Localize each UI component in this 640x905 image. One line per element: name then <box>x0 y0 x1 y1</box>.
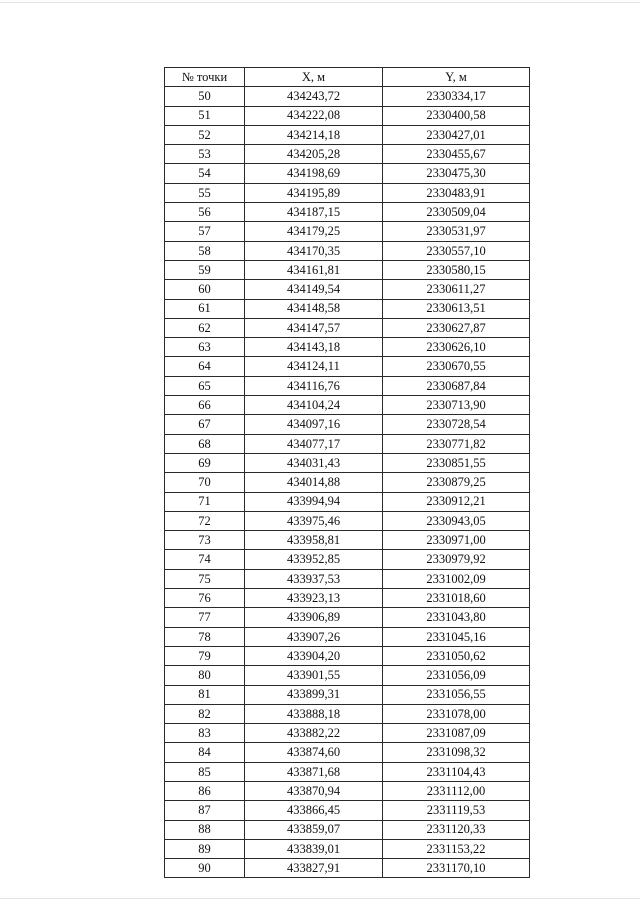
x-coordinate-cell: 433871,68 <box>245 762 383 781</box>
point-number-cell: 57 <box>165 222 245 241</box>
y-coordinate-cell: 2330627,87 <box>383 318 530 337</box>
point-number-cell: 76 <box>165 589 245 608</box>
table-row <box>165 241 530 260</box>
point-number-cell: 85 <box>165 762 245 781</box>
y-coordinate-cell: 2330971,00 <box>383 531 530 550</box>
table-row <box>165 453 530 472</box>
table-row <box>165 608 530 627</box>
table-row <box>165 87 530 106</box>
y-coordinate-cell: 2331050,62 <box>383 646 530 665</box>
y-coordinate-cell: 2330670,55 <box>383 357 530 376</box>
x-coordinate-cell: 434161,81 <box>245 260 383 279</box>
y-coordinate-cell: 2331153,22 <box>383 839 530 858</box>
table-row <box>165 222 530 241</box>
point-number-cell: 61 <box>165 299 245 318</box>
point-number-cell: 75 <box>165 569 245 588</box>
y-coordinate-cell: 2330771,82 <box>383 434 530 453</box>
table-row <box>165 820 530 839</box>
y-coordinate-cell: 2330713,90 <box>383 396 530 415</box>
point-number-cell: 51 <box>165 106 245 125</box>
point-number-cell: 69 <box>165 453 245 472</box>
table-row <box>165 646 530 665</box>
table-row <box>165 299 530 318</box>
x-coordinate-cell: 434222,08 <box>245 106 383 125</box>
point-number-cell: 58 <box>165 241 245 260</box>
table-row <box>165 260 530 279</box>
y-coordinate-cell: 2330509,04 <box>383 203 530 222</box>
table-row <box>165 396 530 415</box>
x-coordinate-cell: 434116,76 <box>245 376 383 395</box>
x-coordinate-cell: 434179,25 <box>245 222 383 241</box>
table-body <box>165 87 530 878</box>
coordinates-table <box>164 67 530 878</box>
x-coordinate-cell: 434205,28 <box>245 145 383 164</box>
table-row <box>165 511 530 530</box>
x-coordinate-cell: 434031,43 <box>245 453 383 472</box>
point-number-cell: 83 <box>165 724 245 743</box>
y-coordinate-cell: 2330557,10 <box>383 241 530 260</box>
y-coordinate-cell: 2330483,91 <box>383 183 530 202</box>
y-coordinate-cell: 2330626,10 <box>383 338 530 357</box>
y-coordinate-cell: 2331098,32 <box>383 743 530 762</box>
y-coordinate-cell: 2330531,97 <box>383 222 530 241</box>
point-number-cell: 65 <box>165 376 245 395</box>
x-coordinate-cell: 434170,35 <box>245 241 383 260</box>
y-coordinate-cell: 2330334,17 <box>383 87 530 106</box>
x-coordinate-cell: 433952,85 <box>245 550 383 569</box>
point-number-cell: 52 <box>165 125 245 144</box>
table-row <box>165 859 530 878</box>
table-row <box>165 106 530 125</box>
x-coordinate-cell: 433839,01 <box>245 839 383 858</box>
x-coordinate-cell: 434187,15 <box>245 203 383 222</box>
x-coordinate-cell: 433866,45 <box>245 801 383 820</box>
table-row <box>165 280 530 299</box>
x-coordinate-cell: 434124,11 <box>245 357 383 376</box>
y-coordinate-cell: 2330912,21 <box>383 492 530 511</box>
y-coordinate-cell: 2331120,33 <box>383 820 530 839</box>
x-coordinate-cell: 433888,18 <box>245 704 383 723</box>
point-number-cell: 89 <box>165 839 245 858</box>
table-row <box>165 338 530 357</box>
x-coordinate-cell: 434214,18 <box>245 125 383 144</box>
point-number-cell: 70 <box>165 473 245 492</box>
x-coordinate-cell: 434147,57 <box>245 318 383 337</box>
y-coordinate-cell: 2331018,60 <box>383 589 530 608</box>
y-coordinate-cell: 2331087,09 <box>383 724 530 743</box>
y-coordinate-cell: 2331170,10 <box>383 859 530 878</box>
page-edge-bottom <box>0 898 640 899</box>
point-number-cell: 62 <box>165 318 245 337</box>
table-row <box>165 357 530 376</box>
x-coordinate-cell: 433874,60 <box>245 743 383 762</box>
table-row <box>165 434 530 453</box>
table-row <box>165 762 530 781</box>
table-row <box>165 839 530 858</box>
y-coordinate-cell: 2330580,15 <box>383 260 530 279</box>
y-coordinate-cell: 2330611,27 <box>383 280 530 299</box>
point-number-cell: 67 <box>165 415 245 434</box>
table-row <box>165 666 530 685</box>
x-coordinate-cell: 434097,16 <box>245 415 383 434</box>
point-number-cell: 60 <box>165 280 245 299</box>
x-coordinate-cell: 433994,94 <box>245 492 383 511</box>
table-header-row <box>165 68 530 87</box>
x-coordinate-cell: 434077,17 <box>245 434 383 453</box>
x-coordinate-cell: 434198,69 <box>245 164 383 183</box>
point-number-cell: 53 <box>165 145 245 164</box>
y-coordinate-cell: 2330427,01 <box>383 125 530 144</box>
point-number-cell: 80 <box>165 666 245 685</box>
x-coordinate-cell: 433827,91 <box>245 859 383 878</box>
point-number-cell: 64 <box>165 357 245 376</box>
y-coordinate-cell: 2331119,53 <box>383 801 530 820</box>
table-row <box>165 183 530 202</box>
point-number-cell: 71 <box>165 492 245 511</box>
point-number-cell: 74 <box>165 550 245 569</box>
table-row <box>165 724 530 743</box>
table-row <box>165 415 530 434</box>
table-row <box>165 801 530 820</box>
point-number-cell: 63 <box>165 338 245 357</box>
table-row <box>165 743 530 762</box>
point-number-cell: 78 <box>165 627 245 646</box>
point-number-cell: 86 <box>165 781 245 800</box>
x-coordinate-cell: 433975,46 <box>245 511 383 530</box>
table-row <box>165 589 530 608</box>
x-coordinate-cell: 433958,81 <box>245 531 383 550</box>
table-row <box>165 145 530 164</box>
table-row <box>165 569 530 588</box>
y-coordinate-cell: 2331043,80 <box>383 608 530 627</box>
y-coordinate-cell: 2330455,67 <box>383 145 530 164</box>
table-row <box>165 164 530 183</box>
x-coordinate-cell: 433907,26 <box>245 627 383 646</box>
y-coordinate-cell: 2330475,30 <box>383 164 530 183</box>
x-coordinate-cell: 433870,94 <box>245 781 383 800</box>
x-coordinate-cell: 433906,89 <box>245 608 383 627</box>
header-y-coordinate: Y, м <box>383 68 530 87</box>
table-row <box>165 531 530 550</box>
table-row <box>165 781 530 800</box>
header-x-coordinate: X, м <box>245 68 383 87</box>
point-number-cell: 56 <box>165 203 245 222</box>
y-coordinate-cell: 2331078,00 <box>383 704 530 723</box>
y-coordinate-cell: 2331104,43 <box>383 762 530 781</box>
y-coordinate-cell: 2330613,51 <box>383 299 530 318</box>
page-edge-top <box>0 2 640 3</box>
table-row <box>165 473 530 492</box>
point-number-cell: 59 <box>165 260 245 279</box>
point-number-cell: 81 <box>165 685 245 704</box>
table-row <box>165 492 530 511</box>
point-number-cell: 50 <box>165 87 245 106</box>
point-number-cell: 90 <box>165 859 245 878</box>
x-coordinate-cell: 433882,22 <box>245 724 383 743</box>
point-number-cell: 88 <box>165 820 245 839</box>
point-number-cell: 73 <box>165 531 245 550</box>
point-number-cell: 68 <box>165 434 245 453</box>
x-coordinate-cell: 434104,24 <box>245 396 383 415</box>
y-coordinate-cell: 2331056,09 <box>383 666 530 685</box>
x-coordinate-cell: 434148,58 <box>245 299 383 318</box>
y-coordinate-cell: 2331056,55 <box>383 685 530 704</box>
table-row <box>165 376 530 395</box>
x-coordinate-cell: 434149,54 <box>245 280 383 299</box>
x-coordinate-cell: 433859,07 <box>245 820 383 839</box>
x-coordinate-cell: 433901,55 <box>245 666 383 685</box>
table-row <box>165 627 530 646</box>
table-row <box>165 203 530 222</box>
table-row <box>165 685 530 704</box>
y-coordinate-cell: 2331002,09 <box>383 569 530 588</box>
point-number-cell: 79 <box>165 646 245 665</box>
x-coordinate-cell: 433937,53 <box>245 569 383 588</box>
x-coordinate-cell: 434014,88 <box>245 473 383 492</box>
point-number-cell: 87 <box>165 801 245 820</box>
y-coordinate-cell: 2330400,58 <box>383 106 530 125</box>
x-coordinate-cell: 433923,13 <box>245 589 383 608</box>
y-coordinate-cell: 2330943,05 <box>383 511 530 530</box>
point-number-cell: 77 <box>165 608 245 627</box>
x-coordinate-cell: 434143,18 <box>245 338 383 357</box>
point-number-cell: 54 <box>165 164 245 183</box>
y-coordinate-cell: 2331112,00 <box>383 781 530 800</box>
y-coordinate-cell: 2330879,25 <box>383 473 530 492</box>
table-row <box>165 550 530 569</box>
x-coordinate-cell: 434243,72 <box>245 87 383 106</box>
point-number-cell: 66 <box>165 396 245 415</box>
x-coordinate-cell: 433904,20 <box>245 646 383 665</box>
table-row <box>165 318 530 337</box>
table-row <box>165 704 530 723</box>
point-number-cell: 82 <box>165 704 245 723</box>
point-number-cell: 55 <box>165 183 245 202</box>
header-point-number: № точки <box>165 68 245 87</box>
point-number-cell: 72 <box>165 511 245 530</box>
y-coordinate-cell: 2330979,92 <box>383 550 530 569</box>
point-number-cell: 84 <box>165 743 245 762</box>
y-coordinate-cell: 2330728,54 <box>383 415 530 434</box>
x-coordinate-cell: 434195,89 <box>245 183 383 202</box>
y-coordinate-cell: 2331045,16 <box>383 627 530 646</box>
y-coordinate-cell: 2330851,55 <box>383 453 530 472</box>
x-coordinate-cell: 433899,31 <box>245 685 383 704</box>
table-row <box>165 125 530 144</box>
y-coordinate-cell: 2330687,84 <box>383 376 530 395</box>
